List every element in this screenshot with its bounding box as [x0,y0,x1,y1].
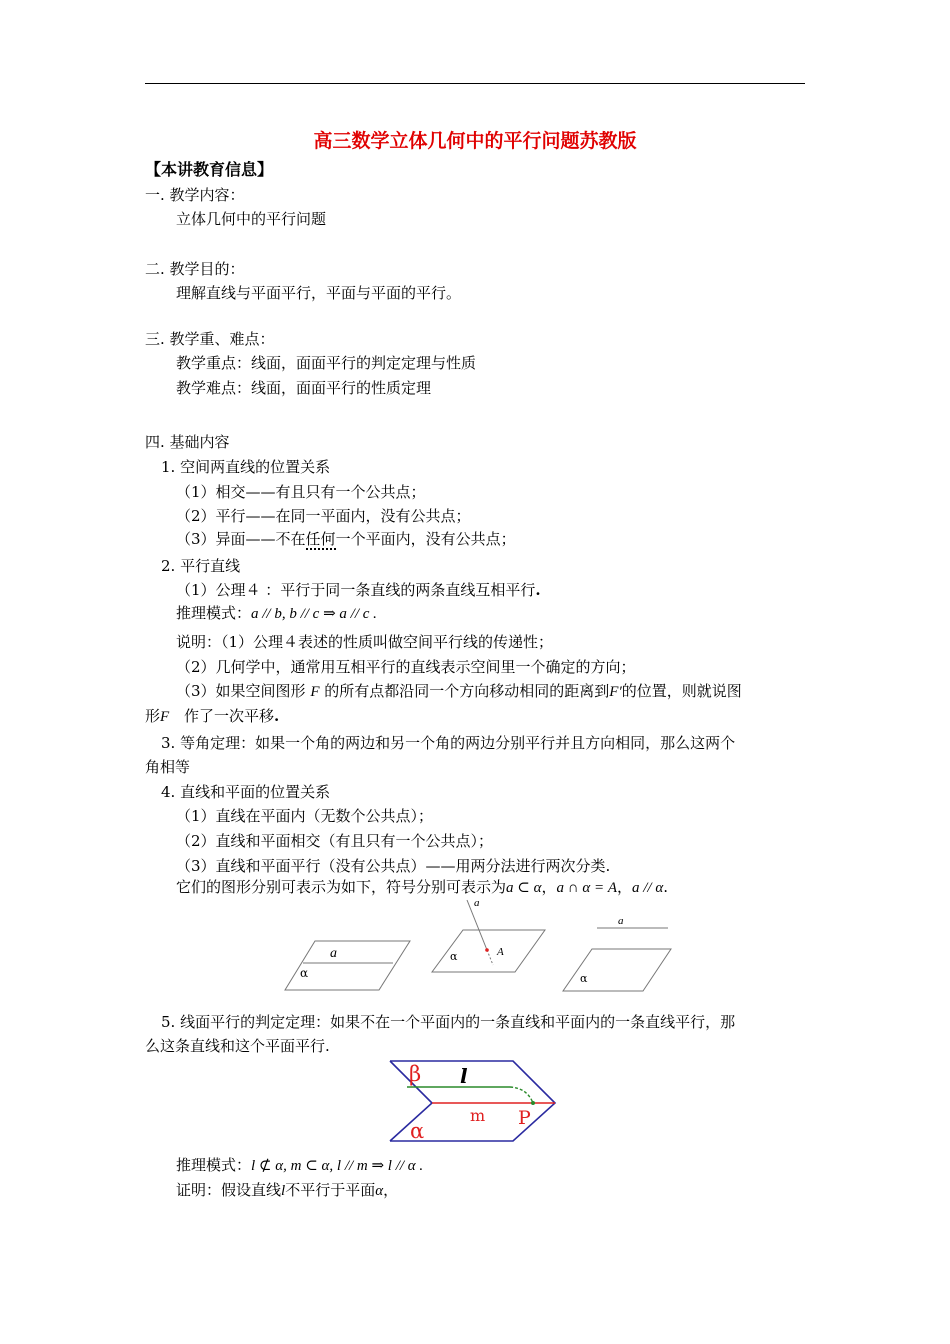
s4-i3-line2: 角相等 [145,758,191,776]
s4-i4-a: （1）直线在平面内（无数个公共点）； [176,807,434,825]
s4-i4-b: （2）直线和平面相交（有且只有一个公共点）； [176,832,494,850]
s3-key: 教学重点：线面，面面平行的判定定理与性质 [176,354,477,372]
s4-i1-a: （1）相交——有且只有一个公共点； [176,483,426,501]
fig2-alpha-label: α [450,950,458,963]
section-header: 【本讲教育信息】 [145,160,274,179]
axiom-end: . [535,581,541,599]
note3-e: 作了一次平移 [183,707,274,725]
i5-model-math: l ⊄ α, m ⊂ α, l // m ⇒ l // α . [251,1158,424,1174]
note3-b: 的所有点都沿同一个方向移动相同的距离到 [324,682,610,700]
model-label: 推理模式： [176,604,252,622]
note3-end: . [273,707,280,725]
axiom-text: （1）公理４ ：平行于同一条直线的两条直线互相平行 [176,581,536,599]
note3-c: 的位置，则就说图 [621,682,742,700]
s4-i1-c-pre: （3）异面——不在 [176,530,306,548]
s4-i1-b: （2）平行——在同一平面内，没有公共点； [176,507,471,525]
i4-d-m1: a ⊂ α [506,880,542,896]
s4-i2-note2: （2）几何学中，通常用互相平行的直线表示空间里一个确定的方向； [176,658,636,676]
s4-i4-head: 4. 直线和平面的位置关系 [161,783,331,801]
i4-sep2: ， [616,878,632,896]
s1-head: 一. 教学内容： [145,186,245,204]
note3-a: （3）如果空间图形 [176,682,306,700]
i4-d-m2: a ∩ α = A [556,880,617,896]
s4-i2-note1: 说明：（1）公理４表述的性质叫做空间平行线的传递性； [176,633,554,651]
s4-i5-model [176,1154,423,1175]
proof-pre: 证明：假设直线 [176,1181,282,1199]
alpha-label: α [410,1119,425,1143]
s4-i5-line1: 5. 线面平行的判定定理：如果不在一个平面内的一条直线和平面内的一条直线平行，那 [161,1013,736,1031]
proof-mid: 不平行于平面 [285,1181,376,1199]
i5-model-label: 推理模式： [176,1156,252,1174]
proof-end: ， [383,1181,399,1199]
model-math: a // b, b // c ⇒ a // c . [251,606,377,622]
i4-end: . [663,878,668,896]
note3-F2: F′ [609,684,622,700]
fig2-a-label: a [474,897,480,909]
line-l-curve [510,1087,533,1103]
s4-i4-c: （3）直线和平面平行（没有公共点）——用两分法进行两次分类. [176,857,611,875]
s3-head: 三. 教学重、难点： [145,330,275,348]
s4-i1-c-emph: 任何 [305,530,336,548]
fig2-A-label: A [497,946,504,958]
s4-i5-proof [176,1179,398,1200]
s4-i3-line1: 3. 等角定理：如果一个角的两边和另一个角的两边分别平行并且方向相同，那么这两个 [161,734,736,752]
s1-body: 立体几何中的平行问题 [176,210,327,228]
point-P [531,1101,535,1105]
note3-F: F [310,684,320,700]
s4-i1-c-post: 一个平面内，没有公共点； [335,530,516,548]
s4-i1-head: 1. 空间两直线的位置关系 [161,458,331,476]
fig1-alpha-label: α [300,966,309,980]
fig1-a-label: a [330,946,337,961]
page-title: 高三数学立体几何中的平行问题苏教版 [313,130,637,152]
i4-d-text: 它们的图形分别可表示为如下，符号分别可表示为 [176,878,507,896]
s2-body: 理解直线与平面平行，平面与平面的平行。 [176,284,462,302]
i4-d-m3: a // α [632,880,664,896]
s4-i2-head: 2. 平行直线 [161,557,241,575]
beta-label: β [409,1062,422,1086]
s2-head: 二. 教学目的： [145,260,245,278]
P-label: P [518,1107,531,1129]
proof-l: l [281,1183,286,1199]
note3-F-again: F [160,709,170,725]
fig3-alpha-label: α [580,972,588,985]
s4-head: 四. 基础内容 [145,433,230,451]
i4-sep1: ， [541,878,557,896]
s3-hard: 教学难点：线面，面面平行的性质定理 [176,379,432,397]
m-label: m [470,1106,486,1125]
note3-d: 形 [145,707,161,725]
l-label: l [460,1064,468,1088]
fig3-a-label: a [618,915,624,927]
s4-i5-line2: 么这条直线和这个平面平行. [145,1037,330,1055]
proof-alpha: α [375,1183,384,1199]
